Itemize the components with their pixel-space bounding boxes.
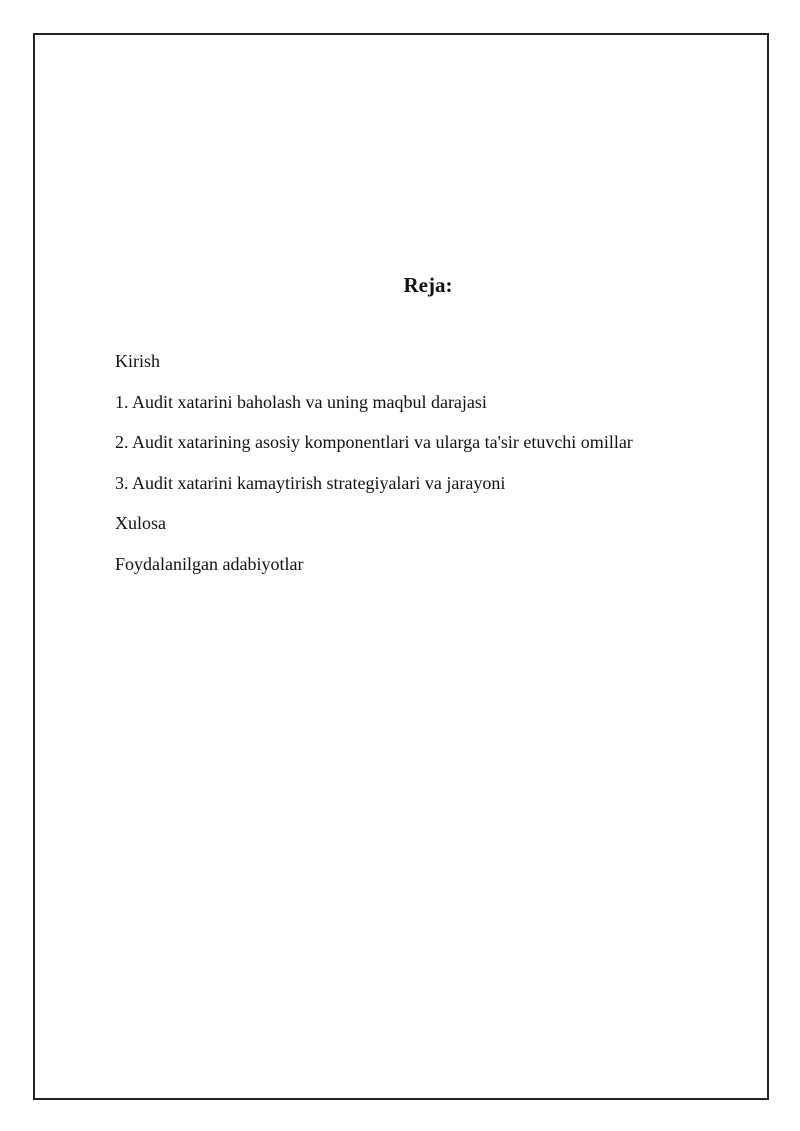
plan-item-introduction: Kirish [115,351,160,371]
plan-item-chapter-2: 2. Audit xatarining asosiy komponentlari va ularga ta'sir etuvchi omillar [115,432,633,453]
plan-list [115,351,633,595]
plan-item-chapter-1: 1. Audit xatarini baholash va uning maqbul darajasi [115,391,487,412]
plan-item-conclusion: Xulosa [115,513,166,534]
page-title: Reja: [403,273,453,297]
plan-item-references: Foydalanilgan adabiyotlar [115,553,304,574]
plan-item-chapter-3: 3. Audit xatarini kamaytirish strategiyalari va jarayoni [115,472,506,493]
